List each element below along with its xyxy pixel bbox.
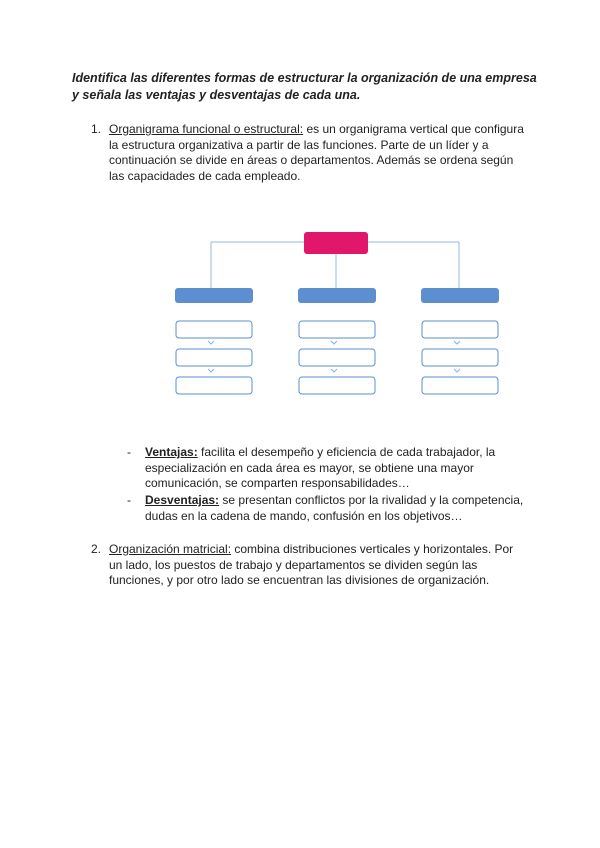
sub-node: [422, 349, 498, 366]
item-1-line-1-rest: es un organigrama vertical que configura: [303, 122, 524, 136]
top-node: [304, 232, 368, 254]
sub-nodes: [176, 321, 498, 394]
desventajas-line-2: dudas en la cadena de mando, confusión en los objetivos…: [145, 508, 463, 523]
item-2-number: 2.: [91, 542, 102, 556]
ventajas-line-2: especialización en cada área es mayor, se obtiene una mayor: [145, 460, 474, 475]
chevron-down-icon: [208, 369, 214, 372]
desventajas-paragraph: [145, 493, 523, 524]
ventajas-line-1-rest: facilita el desempeño y eficiencia de cada trabajador, la: [197, 445, 496, 459]
item-2-line-2: un lado, los puestos de trabajo y departamentos se dividen según las: [109, 557, 478, 572]
item-1-line-3: continuación se divide en áreas o departamentos. Además se ordena según: [109, 153, 514, 167]
chevron-down-icon: [331, 369, 337, 372]
item-2-line-1-rest: combina distribuciones verticales y horizontales. Por: [231, 542, 514, 556]
item-1-number: 1.: [91, 122, 102, 136]
org-chart-diagram: [170, 228, 510, 398]
item-1-term: Organigrama funcional o estructural:: [109, 122, 304, 136]
item-1-line-4: las capacidades de cada empleado.: [109, 168, 301, 183]
document-title: [72, 70, 542, 104]
branch-node-right: [421, 288, 499, 303]
sub-node: [299, 349, 375, 366]
chevron-down-icon: [331, 341, 337, 344]
title-line-1: Identifica las diferentes formas de estructurar la organización de una empresa: [72, 71, 537, 85]
chevron-down-icon: [208, 341, 214, 344]
branch-node-left: [175, 288, 253, 303]
chevron-down-icon: [454, 341, 460, 344]
sub-node: [176, 349, 252, 366]
item-2-term: Organización matricial:: [109, 542, 232, 556]
item-2-line-1: [109, 542, 513, 558]
item-2-paragraph: [109, 542, 513, 589]
ventajas-bullet: -: [127, 445, 131, 459]
sub-node: [422, 377, 498, 394]
item-2-line-3: funciones, y por otro lado se encuentran las divisiones de organización.: [109, 573, 490, 587]
sub-node: [299, 377, 375, 394]
item-1-line-1: [109, 122, 524, 138]
title-line-2: y señala las ventajas y desventajas de cada una.: [72, 88, 361, 102]
sub-node: [176, 377, 252, 394]
sub-node: [176, 321, 252, 338]
ventajas-paragraph: [145, 445, 495, 492]
desventajas-line-1: [145, 493, 523, 509]
item-1-line-2: la estructura organizativa a partir de las funciones. Parte de un líder y a: [109, 137, 489, 152]
desventajas-bullet: -: [127, 493, 131, 507]
desventajas-line-1-rest: se presentan conflictos por la rivalidad y la competencia,: [219, 493, 524, 507]
chevron-down-icon: [454, 369, 460, 372]
desventajas-label: Desventajas:: [145, 493, 220, 507]
ventajas-label: Ventajas:: [145, 445, 198, 459]
ventajas-line-3: comunicación, se comparten responsabilidades…: [145, 476, 410, 490]
branch-node-center: [298, 288, 376, 303]
item-1-paragraph: [109, 122, 524, 184]
ventajas-line-1: [145, 445, 495, 461]
sub-node: [299, 321, 375, 338]
sub-node: [422, 321, 498, 338]
